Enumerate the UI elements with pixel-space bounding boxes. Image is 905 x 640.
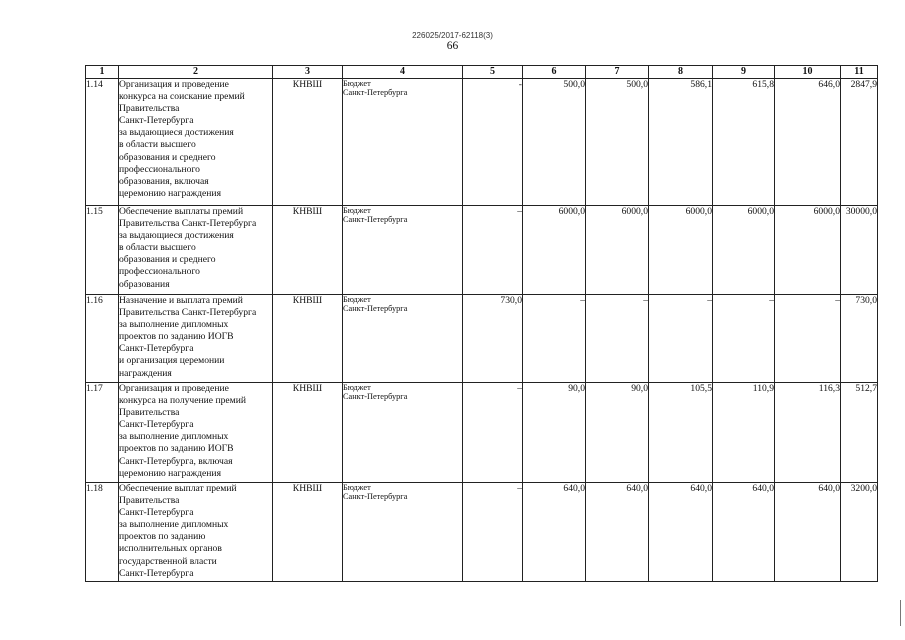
- column-header: 2: [119, 66, 273, 79]
- row-value: 6000,0: [523, 206, 586, 295]
- row-value: 640,0: [523, 483, 586, 582]
- row-number: 1.17: [86, 383, 119, 483]
- scan-edge-mark: [900, 600, 901, 626]
- row-value: 730,0: [463, 295, 523, 383]
- row-executor: КНВШ: [273, 295, 343, 383]
- row-funding-source: Бюджет Санкт-Петербурга: [343, 383, 463, 483]
- column-header: 11: [841, 66, 878, 79]
- row-activity: Организация и проведение конкурса на получение премий Правительства Санкт-Петербурга за выполнение дипломных проектов по заданию ИОГВ Санкт-Петербурга, включая церемонию награждения: [119, 383, 273, 483]
- row-value: –: [586, 295, 649, 383]
- row-value: 640,0: [586, 483, 649, 582]
- table-row: [86, 383, 878, 483]
- row-value: 90,0: [586, 383, 649, 483]
- row-funding-source: Бюджет Санкт-Петербурга: [343, 206, 463, 295]
- row-activity: Обеспечение выплаты премий Правительства Санкт-Петербурга за выдающиеся достижения в области высшего образования и среднего профессионального образования: [119, 206, 273, 295]
- row-value: 105,5: [649, 383, 713, 483]
- table-row: [86, 79, 878, 206]
- row-value: 640,0: [713, 483, 775, 582]
- row-total: 3200,0: [841, 483, 878, 582]
- row-total: 2847,9: [841, 79, 878, 206]
- table-row: [86, 483, 878, 582]
- row-value: 110,9: [713, 383, 775, 483]
- row-value: 646,0: [775, 79, 841, 206]
- row-value: 6000,0: [713, 206, 775, 295]
- row-total: 512,7: [841, 383, 878, 483]
- row-value: 500,0: [523, 79, 586, 206]
- row-value: 586,1: [649, 79, 713, 206]
- row-value: 90,0: [523, 383, 586, 483]
- page-number: 66: [446, 40, 459, 52]
- row-value: –: [649, 295, 713, 383]
- row-value: 6000,0: [775, 206, 841, 295]
- table-row: [86, 295, 878, 383]
- row-executor: КНВШ: [273, 79, 343, 206]
- row-funding-source: Бюджет Санкт-Петербурга: [343, 295, 463, 383]
- row-number: 1.16: [86, 295, 119, 383]
- header-row: [86, 66, 878, 79]
- row-executor: КНВШ: [273, 383, 343, 483]
- column-header: 1: [86, 66, 119, 79]
- column-header: 6: [523, 66, 586, 79]
- row-value: –: [463, 206, 523, 295]
- row-value: 6000,0: [649, 206, 713, 295]
- row-value: 6000,0: [586, 206, 649, 295]
- row-value: 116,3: [775, 383, 841, 483]
- column-header: 10: [775, 66, 841, 79]
- table-row: [86, 206, 878, 295]
- row-value: –: [775, 295, 841, 383]
- column-header: 9: [713, 66, 775, 79]
- column-header: 7: [586, 66, 649, 79]
- row-number: 1.18: [86, 483, 119, 582]
- row-executor: КНВШ: [273, 483, 343, 582]
- row-value: 500,0: [586, 79, 649, 206]
- column-header: 8: [649, 66, 713, 79]
- column-header: 5: [463, 66, 523, 79]
- row-value: 640,0: [775, 483, 841, 582]
- row-value: –: [463, 383, 523, 483]
- row-number: 1.14: [86, 79, 119, 206]
- row-value: –: [463, 483, 523, 582]
- row-funding-source: Бюджет Санкт-Петербурга: [343, 79, 463, 206]
- row-total: 730,0: [841, 295, 878, 383]
- row-activity: Обеспечение выплат премий Правительства Санкт-Петербурга за выполнение дипломных проектов по заданию исполнительных органов государственной власти Санкт-Петербурга: [119, 483, 273, 582]
- row-value: 640,0: [649, 483, 713, 582]
- column-header: 3: [273, 66, 343, 79]
- document-code: 226025/2017-62118(3): [412, 31, 493, 40]
- row-executor: КНВШ: [273, 206, 343, 295]
- row-activity: Назначение и выплата премий Правительства Санкт-Петербурга за выполнение дипломных проектов по заданию ИОГВ Санкт-Петербурга и организация церемонии награждения: [119, 295, 273, 383]
- row-value: –: [713, 295, 775, 383]
- row-funding-source: Бюджет Санкт-Петербурга: [343, 483, 463, 582]
- row-value: 615,8: [713, 79, 775, 206]
- row-total: 30000,0: [841, 206, 878, 295]
- budget-table: [85, 65, 878, 582]
- row-value: –: [523, 295, 586, 383]
- row-value: -: [463, 79, 523, 206]
- row-number: 1.15: [86, 206, 119, 295]
- column-header: 4: [343, 66, 463, 79]
- row-activity: Организация и проведение конкурса на соискание премий Правительства Санкт-Петербурга за выдающиеся достижения в области высшего образования и среднего профессионального образования, включая церемонию награждения: [119, 79, 273, 206]
